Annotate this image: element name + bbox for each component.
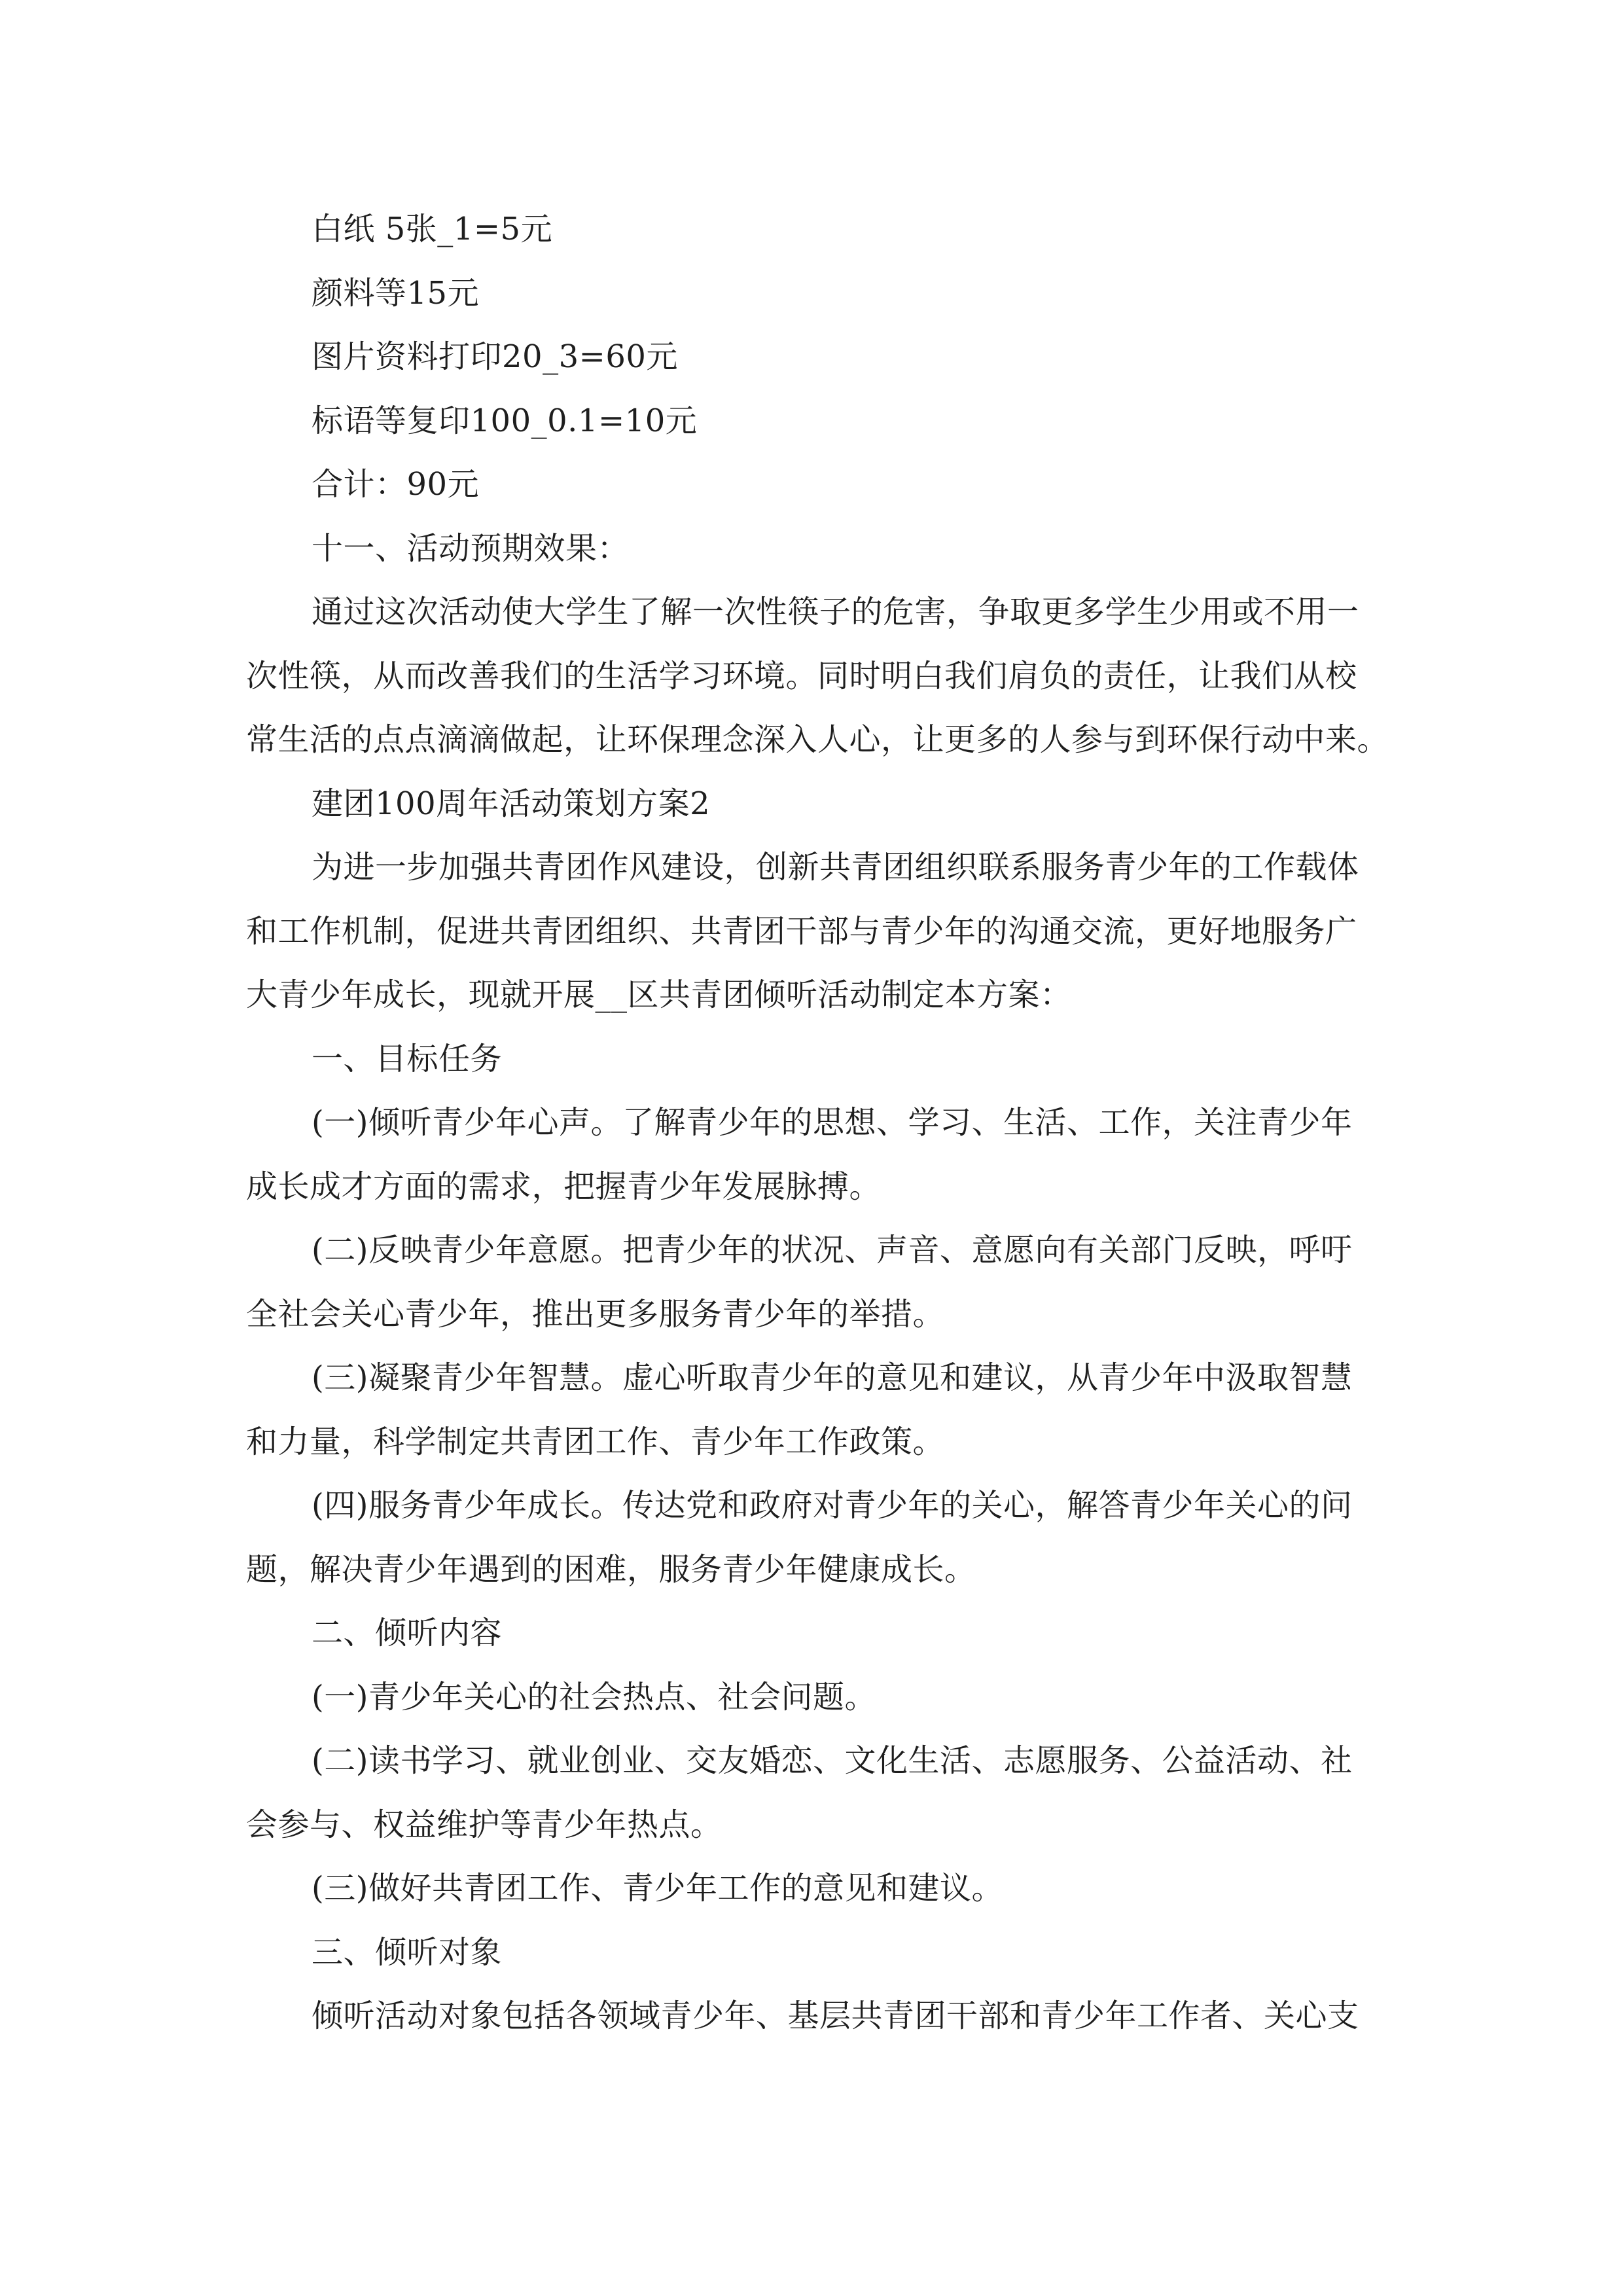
paragraph-line: 和力量，科学制定共青团工作、青少年工作政策。 xyxy=(246,1424,945,1460)
paragraph-line: (三)凝聚青少年智慧。虚心听取青少年的意见和建议，从青少年中汲取智慧 xyxy=(312,1359,1353,1396)
paragraph-line: 和工作机制，促进共青团组织、共青团干部与青少年的沟通交流，更好地服务广 xyxy=(246,913,1357,950)
paragraph-line: (一)倾听青少年心声。了解青少年的思想、学习、生活、工作，关注青少年 xyxy=(312,1104,1353,1141)
paragraph-line: (四)服务青少年成长。传达党和政府对青少年的关心，解答青少年关心的问 xyxy=(312,1487,1353,1524)
paragraph-line: (一)青少年关心的社会热点、社会问题。 xyxy=(312,1679,876,1715)
budget-line-paint: 颜料等15元 xyxy=(312,275,480,312)
paragraph-line: (二)反映青少年意愿。把青少年的状况、声音、意愿向有关部门反映，呼吁 xyxy=(312,1232,1353,1268)
paragraph-line: (三)做好共青团工作、青少年工作的意见和建议。 xyxy=(312,1870,1003,1907)
budget-line-printing: 图片资料打印20_3=60元 xyxy=(312,338,678,375)
budget-line-paper: 白纸 5张_1=5元 xyxy=(312,211,553,247)
paragraph-line: (二)读书学习、就业创业、交友婚恋、文化生活、志愿服务、公益活动、社 xyxy=(312,1742,1353,1779)
paragraph-line: 为进一步加强共青团作风建设，创新共青团组织联系服务青少年的工作载体 xyxy=(312,849,1359,886)
paragraph-line: 通过这次活动使大学生了解一次性筷子的危害，争取更多学生少用或不用一 xyxy=(312,594,1359,630)
paragraph-line: 成长成才方面的需求，把握青少年发展脉搏。 xyxy=(246,1168,882,1205)
section-heading-goals: 一、目标任务 xyxy=(312,1041,503,1077)
paragraph-line: 倾听活动对象包括各领域青少年、基层共青团干部和青少年工作者、关心支 xyxy=(312,1998,1359,2034)
paragraph-line: 大青少年成长，现就开展__区共青团倾听活动制定本方案： xyxy=(246,977,1072,1013)
budget-total: 合计：90元 xyxy=(312,466,480,503)
plan-title: 建团100周年活动策划方案2 xyxy=(312,785,711,822)
paragraph-line: 次性筷，从而改善我们的生活学习环境。同时明白我们肩负的责任，让我们从校 xyxy=(246,658,1357,694)
paragraph-line: 全社会关心青少年，推出更多服务青少年的举措。 xyxy=(246,1296,945,1333)
section-heading-audience: 三、倾听对象 xyxy=(312,1934,503,1971)
paragraph-line: 会参与、权益维护等青少年热点。 xyxy=(246,1806,722,1843)
budget-line-copies: 标语等复印100_0.1=10元 xyxy=(312,403,698,439)
section-heading-expected-effect: 十一、活动预期效果： xyxy=(312,530,630,567)
paragraph-line: 常生活的点点滴滴做起，让环保理念深入人心，让更多的人参与到环保行动中来。 xyxy=(246,721,1389,758)
section-heading-content: 二、倾听内容 xyxy=(312,1615,503,1651)
paragraph-line: 题，解决青少年遇到的困难，服务青少年健康成长。 xyxy=(246,1551,976,1588)
